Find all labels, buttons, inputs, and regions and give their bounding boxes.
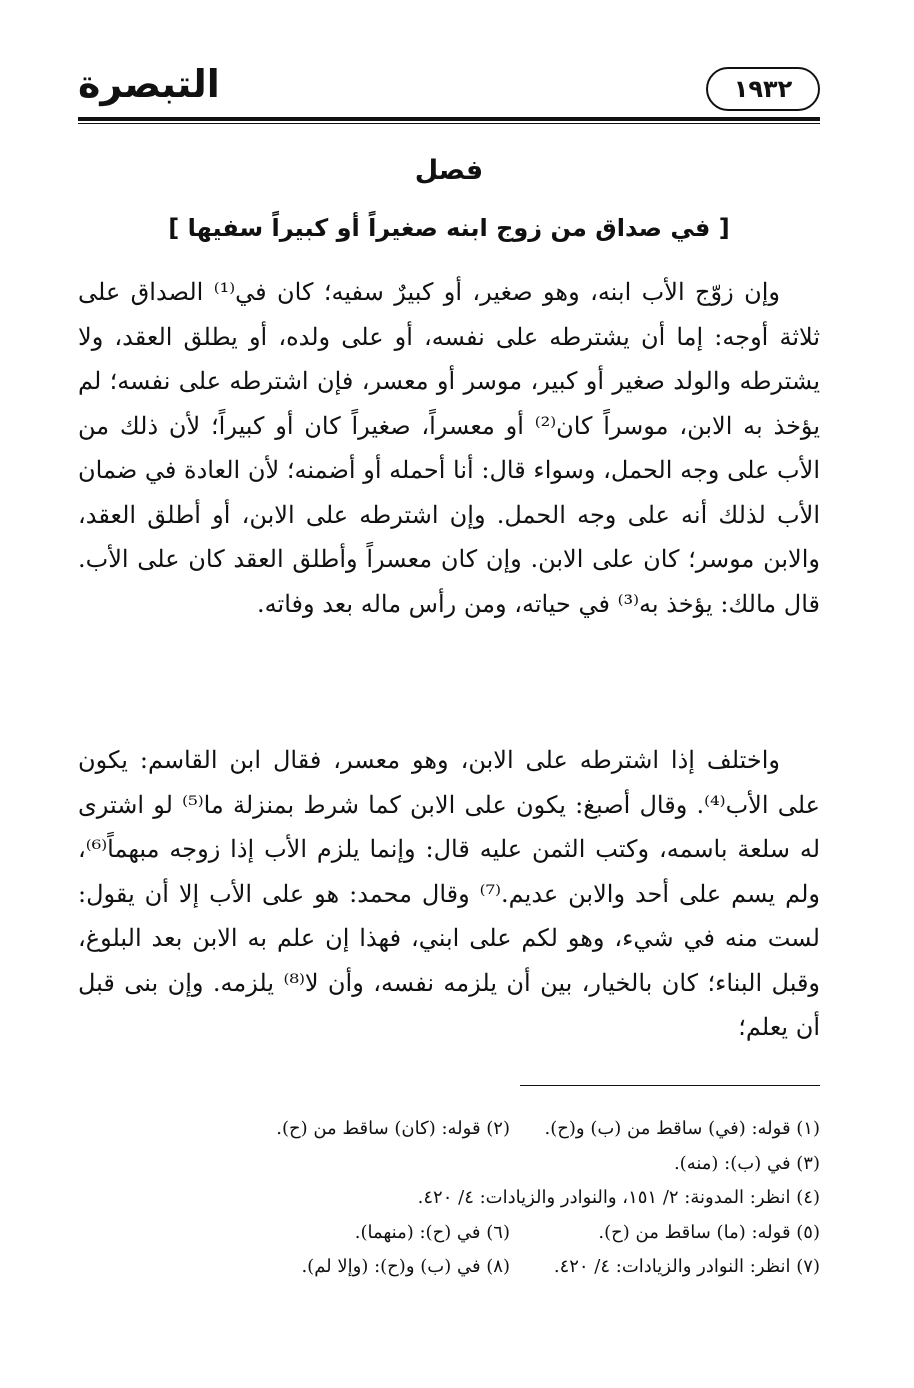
body-paragraph-1	[78, 270, 820, 626]
page-header	[78, 52, 820, 124]
paragraph-text: وإن زوّج الأب ابنه، وهو صغير، أو كبيرٌ سفيه؛ كان في⁽¹⁾ الصداق على ثلاثة أوجه: إما أن يشترطه على نفسه، أو على ولده، أو يطلق العقد، ولا يشترطه والولد صغير أو كبير، موسر أو معسر، فإن اشترطه على نفسه؛ لم يؤخذ به الابن، موسراً كان⁽²⁾ أو معسراً، صغيراً كان أو كبيراً؛ لأن ذلك من الأب على وجه الحمل، وسواء قال: أنا أحمله أو أضمنه؛ لأن العادة في ضمان الأب لذلك أنه على وجه الحمل. وإن اشترطه على الابن، أو أطلق العقد، والابن موسر؛ كان على الابن. وإن كان معسراً وأطلق العقد كان على الأب. قال مالك: يؤخذ به⁽³⁾ في حياته، ومن رأس ماله بعد وفاته.	[78, 278, 821, 618]
footnote-row	[78, 1181, 820, 1216]
footnote: (٤) انظر: المدونة: ٢/ ١٥١، والنوادر والزيادات: ٤/ ٤٢٠.	[417, 1187, 820, 1208]
header-rule-thin	[78, 123, 820, 124]
footnotes	[78, 1112, 820, 1285]
footnote-row	[78, 1250, 820, 1285]
book-title-logo: التبصرة	[78, 62, 220, 106]
footnote: (٣) في (ب): (منه).	[673, 1152, 820, 1174]
footnote: (٧) انظر: النوادر والزيادات: ٤/ ٤٢٠.	[553, 1256, 820, 1277]
footnote: (٦) في (ح): (منهما).	[354, 1221, 510, 1243]
section-subtitle: [ في صداق من زوج ابنه صغيراً أو كبيراً سفيها ]	[168, 214, 730, 242]
footnote-row	[78, 1112, 820, 1147]
footnote: (٢) قوله: (كان) ساقط من (ح).	[276, 1118, 510, 1139]
body-paragraph-2	[78, 738, 820, 1050]
footnote-row	[78, 1147, 820, 1182]
footnote: (١) قوله: (في) ساقط من (ب) و(ح).	[544, 1118, 820, 1139]
footnote-separator	[520, 1085, 820, 1086]
header-rule	[78, 117, 820, 121]
paragraph-text: واختلف إذا اشترطه على الابن، وهو معسر، فقال ابن القاسم: يكون على الأب⁽⁴⁾. وقال أصبغ: يكون على الابن كما شرط بمنزلة ما⁽⁵⁾ لو اشترى له سلعة باسمه، وكتب الثمن عليه قال: وإنما يلزم الأب إذا زوجه مبهماً⁽⁶⁾، ولم يسم على أحد والابن عديم.⁽⁷⁾ وقال محمد: هو على الأب إلا أن يقول: لست منه في شيء، وهو لكم على ابني، فهذا إن علم به الابن بعد البلوغ، وقبل البناء؛ كان بالخيار، بين أن يلزمه نفسه، وأن لا⁽⁸⁾ يلزمه. وإن بنى قبل أن يعلم؛	[78, 746, 821, 1041]
section-title: فصل	[414, 155, 484, 186]
page-number: ١٩٣٢	[706, 67, 820, 111]
footnote: (٥) قوله: (ما) ساقط من (ح).	[598, 1221, 820, 1243]
footnote-row	[78, 1216, 820, 1251]
footnote: (٨) في (ب) و(ح): (وإلا لم).	[301, 1256, 510, 1277]
